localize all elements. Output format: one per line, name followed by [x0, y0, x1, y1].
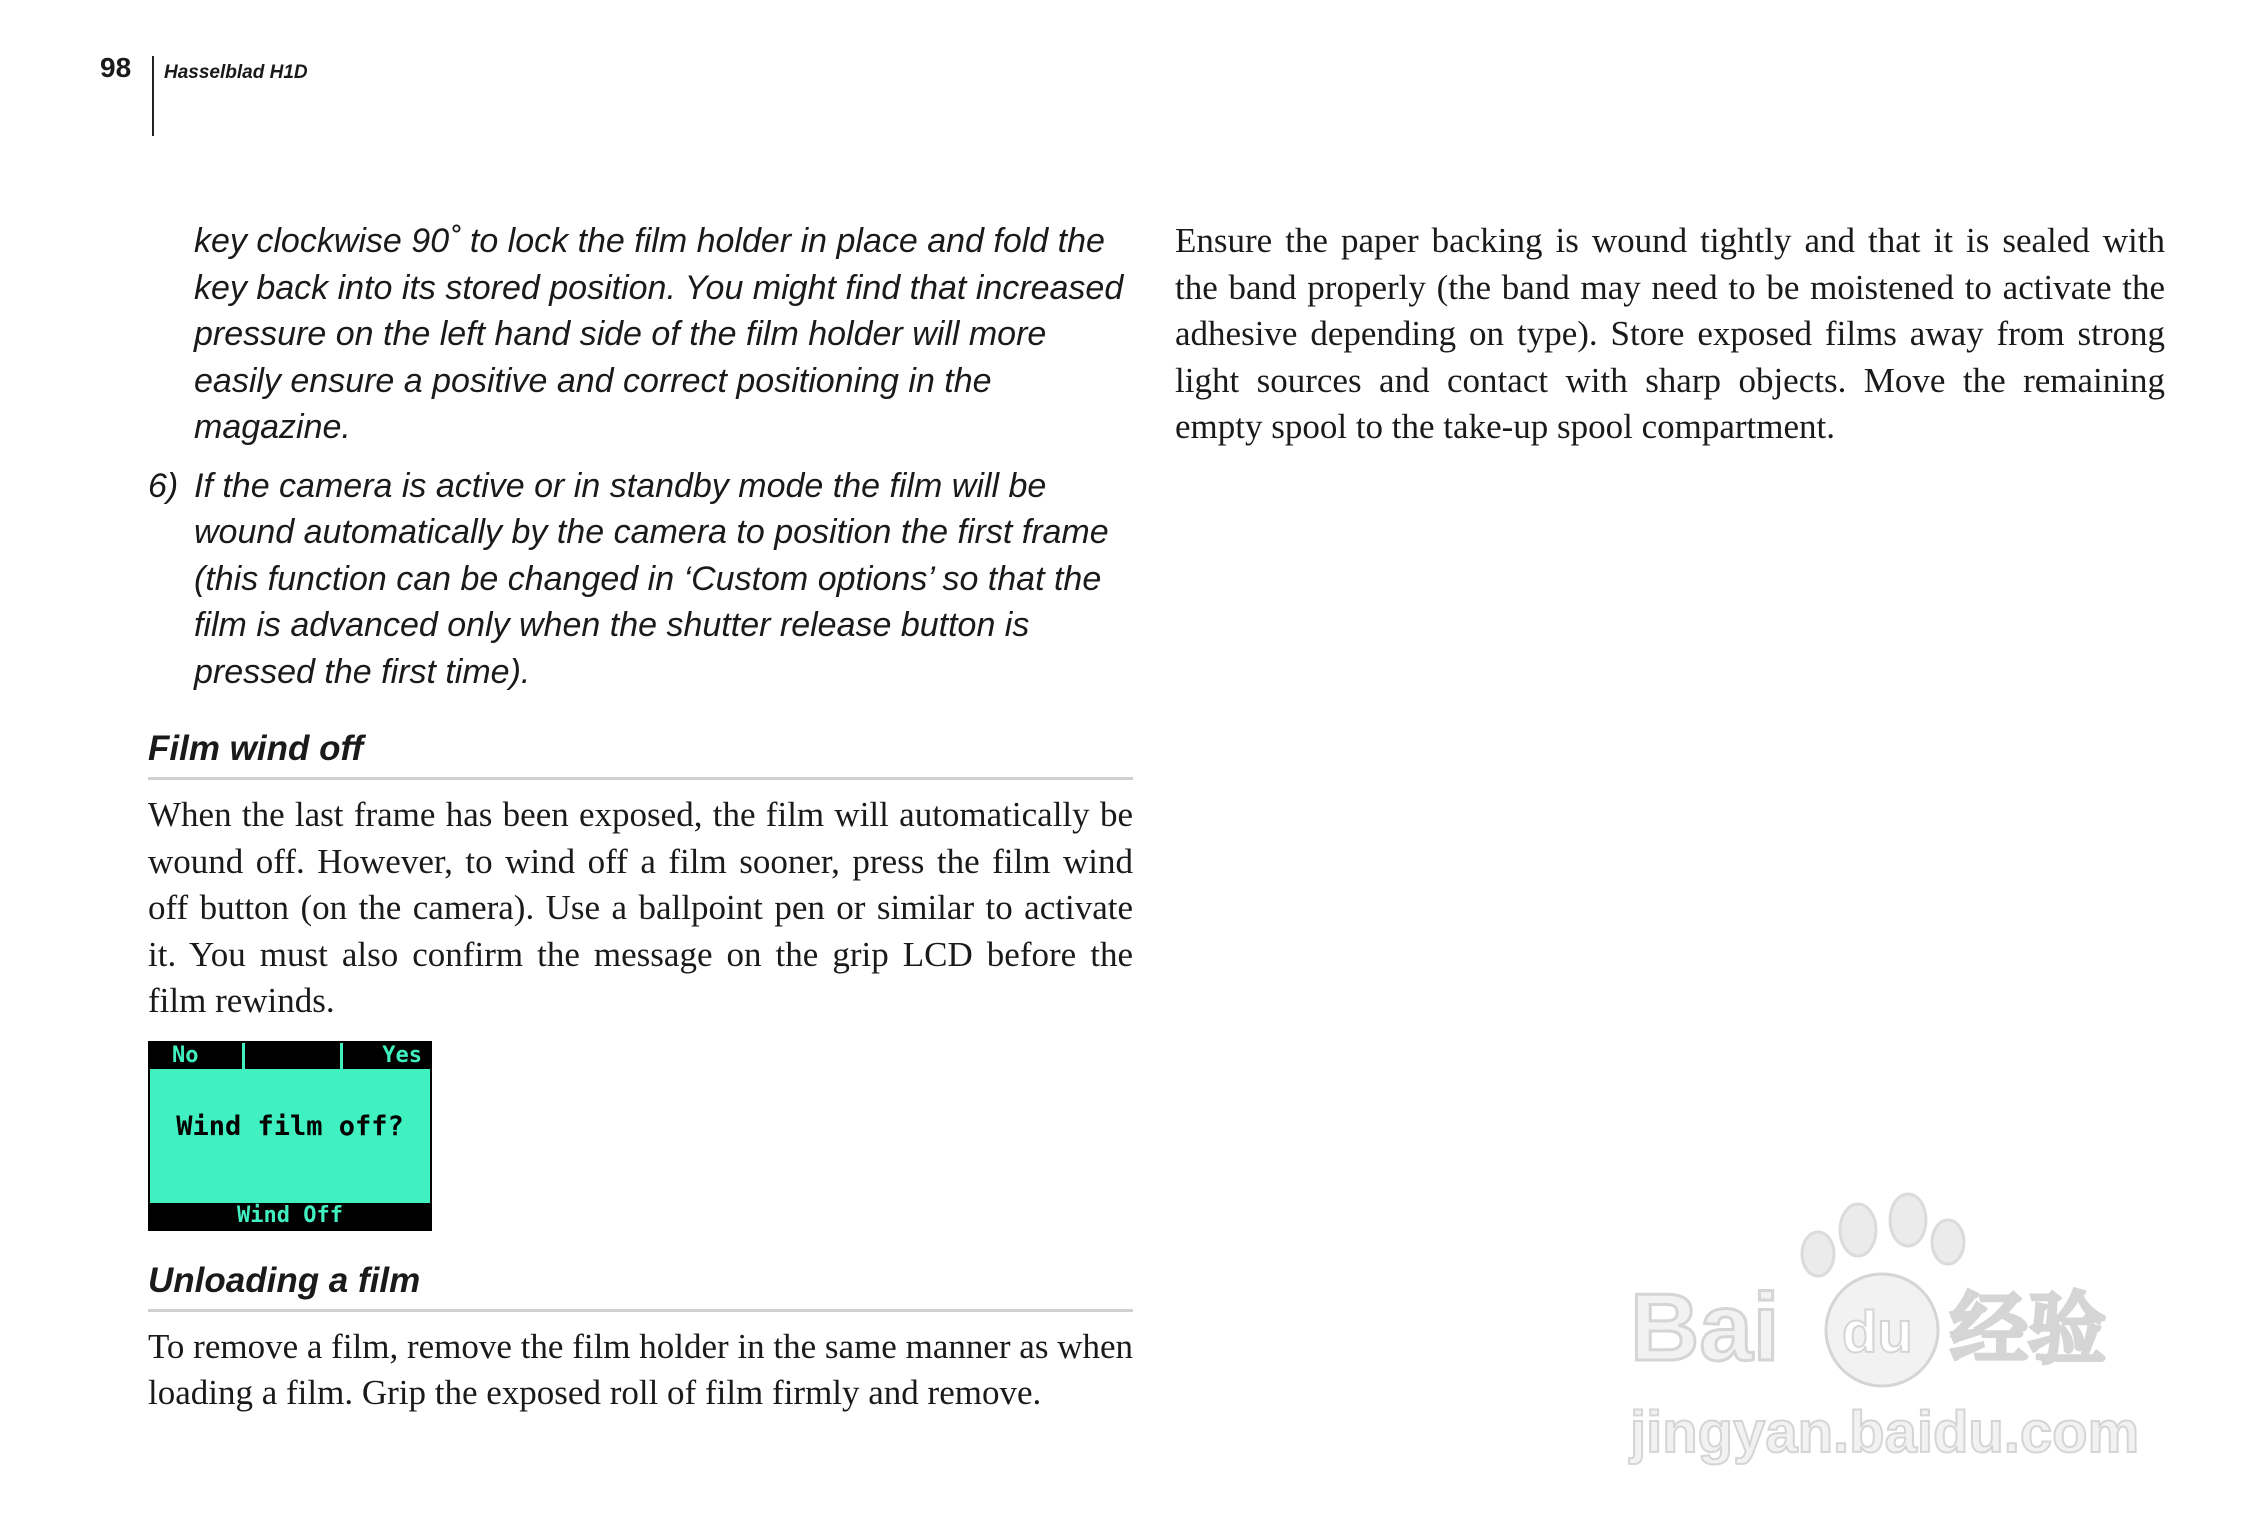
step-6 [148, 463, 1133, 696]
step-6-text: If the camera is active or in standby mode the film will be wound automatically by the camera to position the first frame (this function can be changed in ‘Custom options’ so that the film is advanced only when the shutter release button is pressed the first time). [194, 466, 1109, 691]
lcd-bottom-label: Wind Off [150, 1203, 430, 1229]
book-title: Hasselblad H1D [164, 62, 308, 83]
unloading-paragraph: To remove a film, remove the film holder in the same manner as when loading a film. Grip the exposed roll of film firmly and remove. [148, 1326, 1134, 1412]
lcd-divider [340, 1043, 343, 1069]
lcd-no-button: No [172, 1042, 199, 1068]
continuation-paragraph: key clockwise 90˚ to lock the film holder in place and fold the key back into its stored position. You might find that increased pressure on the left hand side of the film holder will more easily ensure a positive and correct positioning in the magazine. [194, 222, 1124, 446]
film-wind-off-paragraph: When the last frame has been exposed, the film will automatically be wound off. However, to wind off a film sooner, press the film wind off button (on the camera). Use a ballpoint pen or similar to activate it. You must also confirm the message on the grip LCD before the film rewinds. [148, 795, 1133, 1020]
svg-text:du: du [1842, 1300, 1913, 1365]
svg-text:Bai: Bai [1630, 1274, 1780, 1381]
page-number: 98 [100, 52, 132, 83]
svg-text:jingyan.baidu.com: jingyan.baidu.com [1630, 1400, 2140, 1465]
lcd-top-bar [150, 1043, 430, 1069]
left-column [148, 218, 1133, 1417]
baidu-watermark-logo [1610, 1190, 2170, 1470]
lcd-yes-button: Yes [382, 1042, 422, 1068]
right-paragraph: Ensure the paper backing is wound tightly and that it is sealed with the band properly (the band may need to be moistened to activate the adhesive depending on type). Store exposed films away from strong light sources and contact with sharp objects. Move the remaining empty spool to the take-up spool compartment. [1175, 221, 2165, 446]
film-wind-off-heading: Film wind off [148, 729, 1133, 780]
header-divider [152, 56, 154, 136]
svg-text:经验: 经验 [1950, 1285, 2107, 1375]
lcd-divider [242, 1043, 245, 1069]
lcd-message: Wind film off? [176, 1110, 404, 1142]
unloading-heading: Unloading a film [148, 1261, 1133, 1312]
right-column [1175, 218, 2165, 451]
grip-lcd-display [148, 1041, 432, 1231]
step-6-number: 6) [148, 466, 179, 505]
